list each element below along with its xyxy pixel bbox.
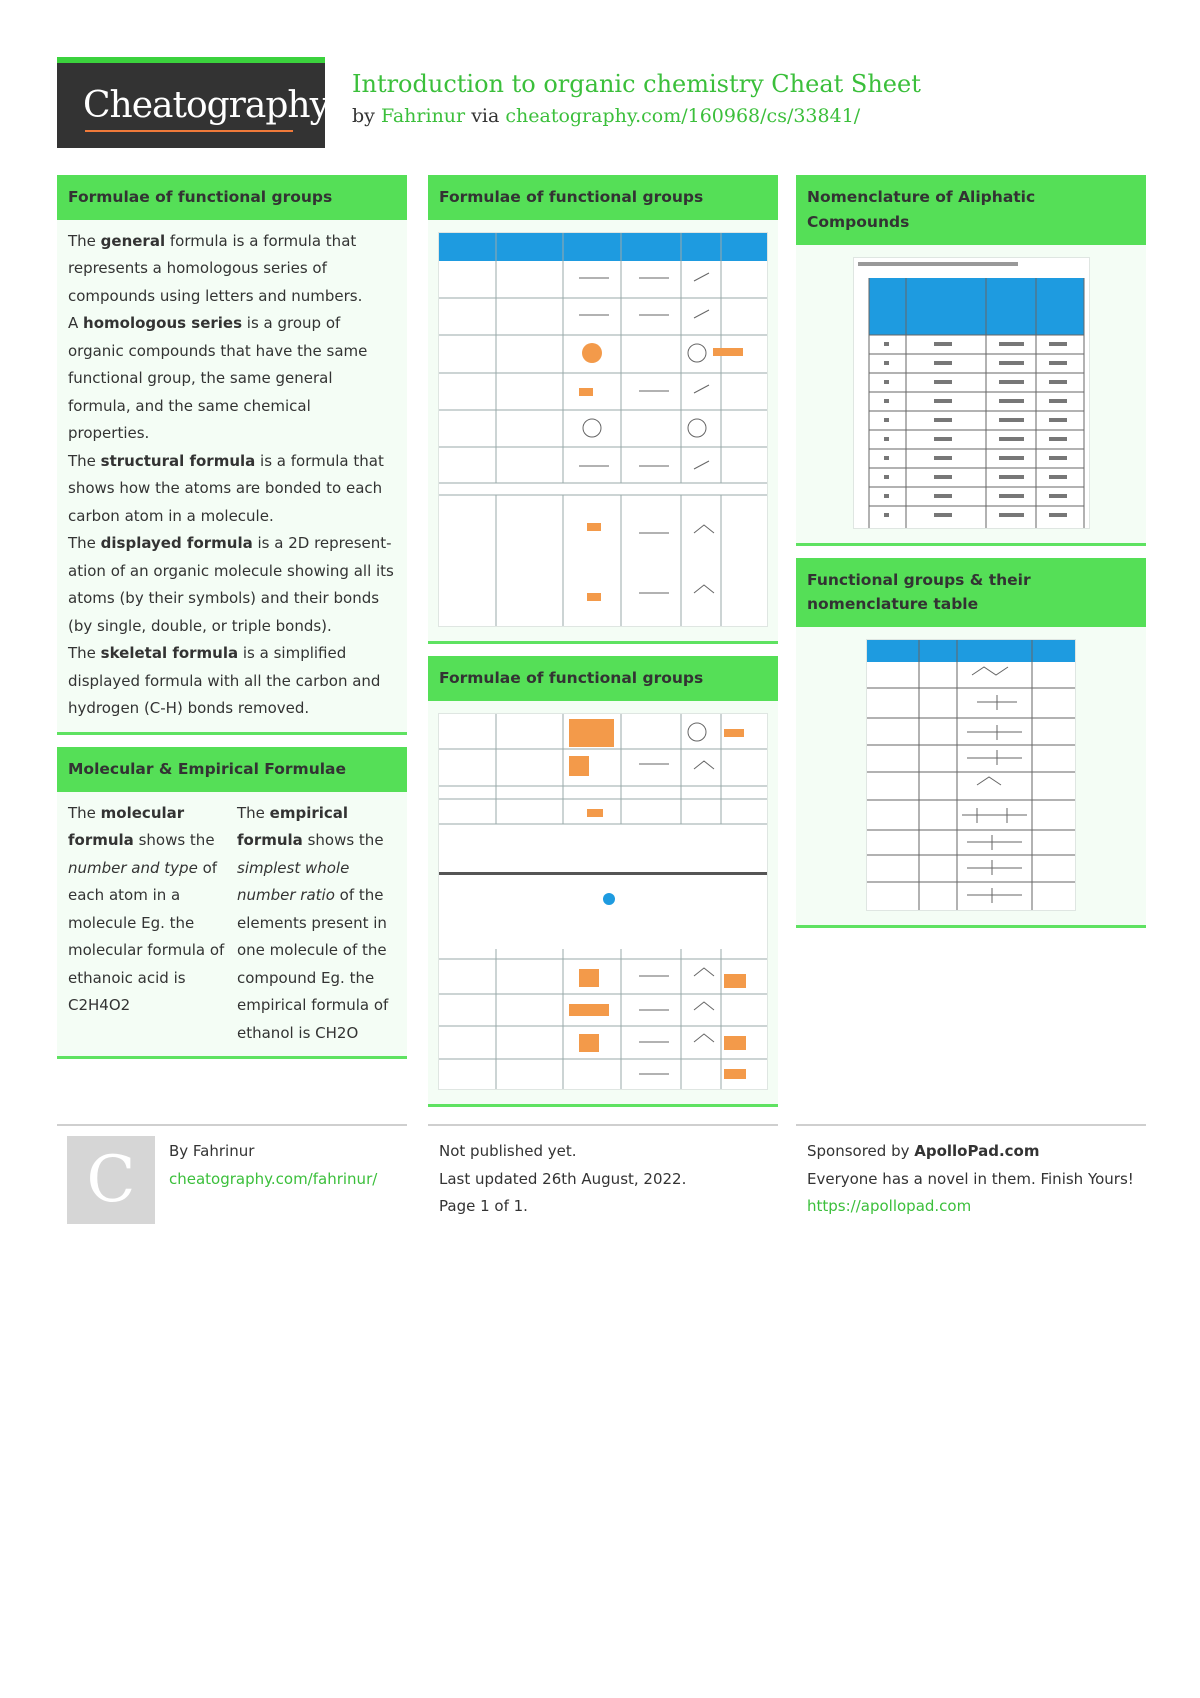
last-updated: Last updated 26th August, 2022.: [439, 1169, 687, 1188]
author-info: [169, 1138, 377, 1193]
author-profile-link[interactable]: cheatography.com/fahrinur/: [169, 1169, 378, 1188]
functional-groups-image-1: [428, 220, 778, 641]
box-formulae-definitions: [57, 175, 407, 735]
published-status: Not published yet.: [439, 1142, 577, 1160]
column-2: [428, 175, 778, 1119]
column-3: [796, 175, 1146, 940]
box-title: Formulae of functional groups: [57, 175, 407, 220]
table-image: [438, 713, 768, 1090]
logo-underline: [85, 130, 293, 132]
box-body: [57, 220, 407, 732]
avatar: C: [67, 1136, 155, 1224]
paragraph-general-formula: The general formula is a formula that represents a homologous series of compounds using letters and numbers.: [68, 231, 363, 305]
sheet-url-link[interactable]: cheatography.com/160968/cs/33841/: [505, 105, 861, 127]
empirical-formula-text: The empirical formula shows the simplest whole number ratio of the elements present in one molecule of the compound Eg. the empirical formula of ethanol is CH2O: [237, 803, 389, 1042]
column-1: [57, 175, 407, 1071]
box-functional-groups-table-2: [428, 656, 778, 1107]
box-molecular-empirical: [57, 747, 407, 1059]
logo-text: Cheatography: [83, 85, 329, 126]
box-functional-groups-table-1: [428, 175, 778, 644]
table-image: [853, 257, 1090, 529]
footer-author: [57, 1124, 407, 1246]
cheatography-logo[interactable]: [57, 57, 329, 148]
molecular-formula-text: The molecular formula shows the number and type of each atom in a molecule Eg. the molecular formula of ethanoic acid is C2H4O2: [68, 803, 225, 1015]
paragraph-skeletal-formula: The skeletal formula is a simplified displayed formula with all the carbon and hydrogen (C-H) bonds removed.: [68, 644, 381, 718]
box-title: Formulae of functional groups: [428, 175, 778, 220]
byline: [352, 105, 860, 127]
sponsor-name[interactable]: ApolloPad.com: [914, 1142, 1040, 1160]
footer-sponsor: [796, 1124, 1146, 1246]
sponsor-link[interactable]: https://apollopad.com: [807, 1197, 972, 1215]
box-title: Formulae of functional groups: [428, 656, 778, 701]
sponsor-text: Everyone has a novel in them. Finish Yours!: [807, 1169, 1134, 1188]
sponsor-line: Sponsored by ApolloPad.com: [807, 1142, 1040, 1160]
paragraph-displayed-formula: The displayed formula is a 2D representation of an organic molecule showing all its atoms (by their symbols) and their bonds (by single, double, or triple bonds).: [68, 534, 394, 635]
functional-groups-image-2: [428, 701, 778, 1104]
table-image: [866, 639, 1076, 911]
page-number: Page 1 of 1.: [439, 1197, 528, 1215]
paragraph-homologous-series: A homologous series is a group of organic compounds that have the same functional group, the same general formula, and the same chemical properties.: [68, 314, 368, 443]
box-title: Nomenclature of Aliphatic Compounds: [796, 175, 1146, 245]
box-title: Molecular & Empirical Formulae: [57, 747, 407, 792]
footer-meta: [428, 1124, 778, 1246]
nomenclature-table-image: [796, 627, 1146, 925]
meta-info: [439, 1138, 767, 1221]
sponsor-info: [807, 1138, 1135, 1221]
page-title: Introduction to organic chemistry Cheat Sheet: [352, 70, 921, 98]
nomenclature-image: [796, 245, 1146, 543]
table-image: [438, 232, 768, 627]
paragraph-structural-formula: The structural formula is a formula that shows how the atoms are bonded to each carbon atom in a molecule.: [68, 451, 384, 525]
by-label: by: [352, 105, 375, 127]
box-nomenclature-aliphatic: [796, 175, 1146, 546]
via-label: via: [471, 105, 500, 127]
box-body: [57, 792, 407, 1057]
by-author-label: By Fahrinur: [169, 1142, 255, 1160]
author-link[interactable]: Fahrinur: [380, 105, 466, 127]
box-title: Functional groups & their nomenclature table: [796, 558, 1146, 628]
box-functional-groups-nomenclature: [796, 558, 1146, 929]
